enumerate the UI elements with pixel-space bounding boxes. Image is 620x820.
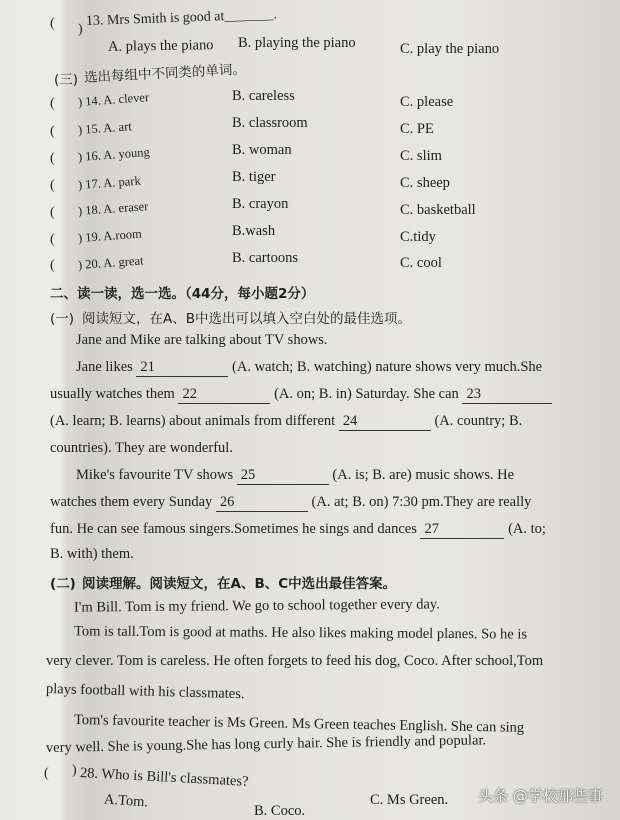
- item-num-a: ) 15. A. art: [77, 119, 133, 137]
- option-a: A. clever: [102, 90, 150, 108]
- passage-line: countries). They are wonderful.: [50, 440, 233, 456]
- item-num-a: ) 17. A. park: [77, 173, 142, 192]
- text: (A. on; B. in) Saturday. She can: [274, 386, 459, 402]
- section-instruction: 选出每组中不同类的单词。: [83, 61, 247, 86]
- option-a: A. great: [102, 253, 144, 271]
- passage-line: [76, 467, 514, 485]
- option-a: A. eraser: [102, 199, 149, 217]
- blank-27[interactable]: 27: [420, 521, 504, 539]
- passage-line: [50, 521, 546, 539]
- watermark: 头条 @学校那些事: [478, 787, 603, 805]
- passage-line: I'm Bill. Tom is my friend. We go to school together every day.: [73, 596, 440, 616]
- item-number: 15.: [84, 121, 102, 137]
- option-a: A. art: [102, 119, 133, 136]
- answer-paren: (: [50, 205, 55, 220]
- option-a: A. young: [102, 145, 151, 163]
- item-num-a: ) 14. A. clever: [77, 90, 150, 109]
- blank-24[interactable]: 24: [339, 413, 431, 431]
- answer-paren: (: [50, 258, 55, 273]
- answer-paren-open: (: [44, 766, 49, 781]
- option-c: C. PE: [400, 121, 434, 137]
- item-number: 19.: [84, 229, 102, 245]
- sub1-label: (一): [50, 311, 75, 327]
- option-c: C. sheep: [400, 175, 450, 191]
- blank-23[interactable]: 23: [462, 386, 552, 404]
- text: fun. He can see famous singers.Sometimes he sings and dances: [50, 521, 417, 537]
- option-a: A. park: [102, 173, 142, 191]
- blank-25[interactable]: 25: [237, 467, 329, 485]
- option-c: C.tidy: [400, 229, 436, 245]
- option-c: C. basketball: [400, 202, 476, 218]
- question-stem: [86, 7, 277, 30]
- option-b: B. crayon: [232, 196, 289, 212]
- option-b: B. woman: [232, 142, 292, 158]
- passage-line: very well. She is young.She has long curly hair. She is friendly and popular.: [45, 732, 487, 756]
- item-number: 17.: [84, 176, 102, 192]
- option-a: A.Tom.: [103, 791, 149, 811]
- item-num-a: ) 16. A. young: [77, 145, 151, 164]
- section-label: (三): [54, 72, 79, 88]
- option-c: C. Ms Green.: [370, 792, 449, 808]
- question-stem: 28. Who is Bill's classmates?: [79, 765, 249, 790]
- sub2-label: (二): [50, 576, 76, 592]
- item-num-a: ) 20. A. great: [77, 253, 144, 272]
- sub2-instruction: 阅读理解。阅读短文，在A、B、C中选出最佳答案。: [82, 576, 397, 592]
- item-number: 20.: [84, 256, 102, 272]
- answer-paren: (: [50, 151, 55, 166]
- option-c: C. cool: [400, 255, 442, 271]
- option-b: B. classroom: [232, 115, 308, 131]
- option-b: B. tiger: [232, 169, 276, 185]
- answer-paren: (: [50, 232, 55, 247]
- stem-text: 13. Mrs Smith is good at: [85, 9, 225, 29]
- answer-paren-open: (: [50, 16, 55, 31]
- answer-paren: (: [50, 124, 55, 139]
- blank-22[interactable]: 22: [178, 386, 270, 404]
- item-number: 14.: [84, 93, 102, 109]
- text: (A. is; B. are) music shows. He: [332, 467, 515, 483]
- answer-paren: (: [50, 178, 55, 193]
- blank-21[interactable]: 21: [136, 359, 228, 377]
- answer-paren: (: [50, 96, 55, 111]
- stem-period: .: [273, 7, 278, 23]
- option-a: A.room: [102, 226, 143, 244]
- option-c: C. play the piano: [400, 41, 500, 57]
- item-num-a: ) 19. A.room: [77, 226, 143, 245]
- text: (A. watch; B. watching) nature shows very much.She: [232, 359, 543, 375]
- option-b: B. Coco.: [254, 803, 306, 819]
- answer-paren-close: ): [72, 763, 77, 778]
- option-a: A. plays the piano: [107, 37, 214, 55]
- sub1-instruction: 阅读短文，在A、B中选出可以填入空白处的最佳选项。: [82, 311, 411, 327]
- option-b: B. careless: [232, 88, 295, 104]
- part-2-heading: 二、读一读，选一选。（44分，每小题2分）: [50, 286, 315, 302]
- passage-line: plays football with his classmates.: [45, 681, 245, 703]
- text: Jane likes: [76, 359, 133, 375]
- passage-line: [76, 359, 542, 377]
- answer-paren-close: ): [78, 22, 83, 37]
- passage-line: very clever. Tom is careless. He often forgets to feed his dog, Coco. After school,Tom: [46, 653, 544, 669]
- passage-line: [50, 494, 531, 512]
- passage-intro: Jane and Mike are talking about TV shows.: [76, 332, 328, 348]
- text: usually watches them: [50, 386, 175, 402]
- item-number: 18.: [84, 202, 102, 218]
- passage-line: Tom's favourite teacher is Ms Green. Ms Green teaches English. She can sing: [73, 712, 525, 736]
- passage-line: [50, 413, 522, 431]
- option-c: C. slim: [400, 148, 442, 164]
- text: (A. learn; B. learns) about animals from different: [50, 413, 336, 429]
- passage-line: [50, 386, 552, 404]
- text: (A. at; B. on) 7:30 pm.They are really: [311, 494, 532, 510]
- item-num-a: ) 18. A. eraser: [77, 199, 149, 218]
- text: (A. country; B.: [434, 413, 523, 429]
- option-b: B.wash: [232, 223, 276, 239]
- text: watches them every Sunday: [50, 494, 213, 510]
- item-number: 16.: [84, 148, 102, 164]
- option-b: B. playing the piano: [238, 35, 356, 51]
- option-c: C. please: [400, 94, 454, 110]
- blank-26[interactable]: 26: [216, 494, 308, 512]
- passage-line: B. with) them.: [50, 546, 134, 562]
- text: (A. to;: [508, 521, 546, 537]
- option-b: B. cartoons: [232, 250, 299, 266]
- answer-blank: _______: [224, 7, 274, 25]
- text: Mike's favourite TV shows: [76, 467, 234, 483]
- passage-line: Tom is tall.Tom is good at maths. He also likes making model planes. So he is: [73, 623, 528, 643]
